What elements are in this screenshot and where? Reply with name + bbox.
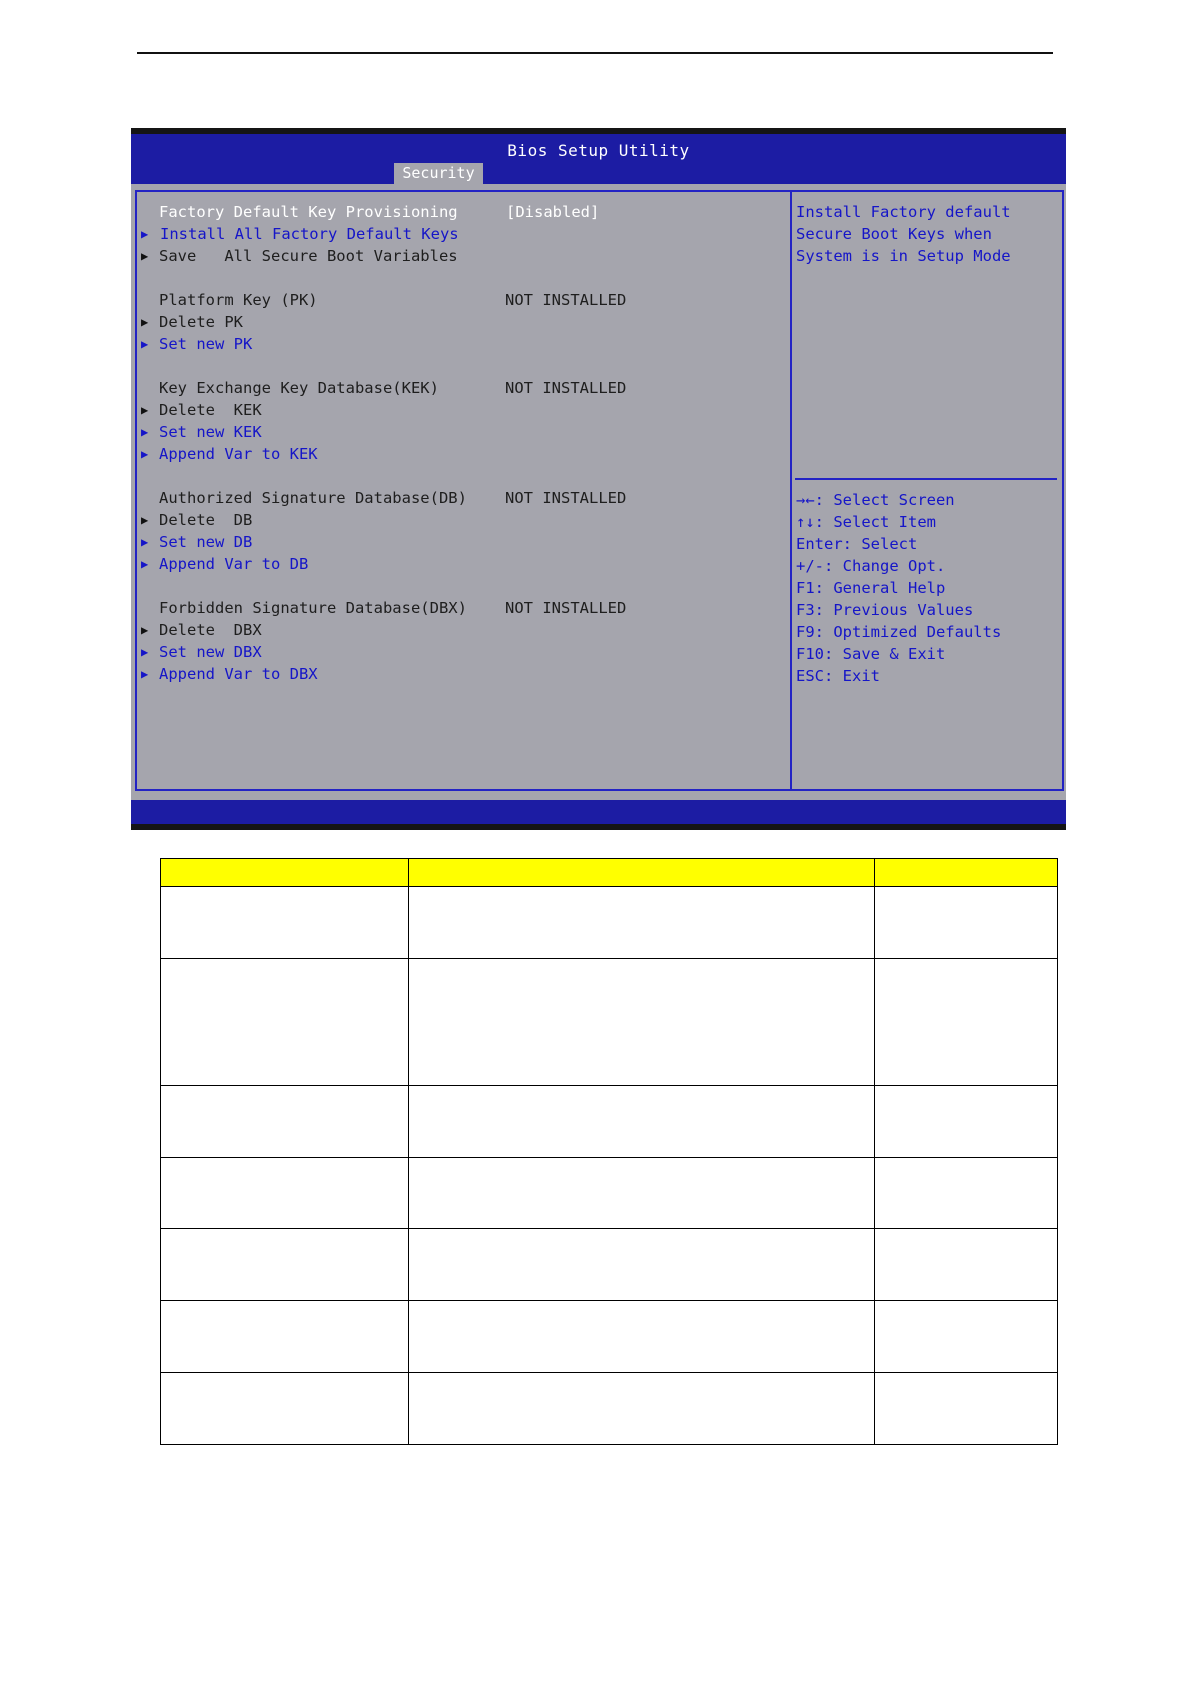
table-cell [161,959,409,1086]
set-new-kek-item[interactable]: Set new KEK [159,423,262,441]
delete-pk-item[interactable]: Delete PK [159,313,243,331]
table-cell [161,1086,409,1158]
table-cell [409,1158,875,1229]
append-var-db-item[interactable]: Append Var to DB [159,555,309,573]
page-top-rule [137,52,1053,54]
table-row [161,1301,1058,1373]
table-cell [875,1373,1058,1445]
delete-dbx-item[interactable]: Delete DBX [159,621,262,639]
table-row [161,1086,1058,1158]
delete-kek-item[interactable]: Delete KEK [159,401,262,419]
key-hint-f3: F3: Previous Values [796,601,974,619]
table-cell [409,1086,875,1158]
table-cell [875,1301,1058,1373]
submenu-arrow-icon: ▶ [141,535,149,549]
table-cell [409,1301,875,1373]
kek-status: NOT INSTALLED [505,379,627,397]
table-cell [161,1301,409,1373]
table-cell [161,1373,409,1445]
factory-default-label[interactable]: Factory Default Key Provisioning [159,203,458,221]
submenu-arrow-icon: ▶ [141,315,149,329]
dbx-status: NOT INSTALLED [505,599,627,617]
table-header-cell [875,859,1058,887]
dbx-label: Forbidden Signature Database(DBX) [159,599,467,617]
table-row [161,1373,1058,1445]
pk-status: NOT INSTALLED [505,291,627,309]
table-cell [875,887,1058,959]
bios-screenshot [131,128,1066,830]
set-new-pk-item[interactable]: Set new PK [159,335,253,353]
table-cell [875,1158,1058,1229]
table-header-row [161,859,1058,887]
submenu-arrow-icon: ▶ [141,337,149,351]
submenu-arrow-icon: ▶ [141,227,149,241]
table-header-cell [409,859,875,887]
table-cell [409,1373,875,1445]
table-row [161,959,1058,1086]
table-cell [875,959,1058,1086]
key-hint-f9: F9: Optimized Defaults [796,623,1002,641]
table-row [161,887,1058,959]
table-cell [409,1229,875,1301]
append-var-dbx-item[interactable]: Append Var to DBX [159,665,318,683]
kek-label: Key Exchange Key Database(KEK) [159,379,439,397]
db-status: NOT INSTALLED [505,489,627,507]
submenu-arrow-icon: ▶ [141,667,149,681]
submenu-arrow-icon: ▶ [141,645,149,659]
table-cell [875,1229,1058,1301]
pk-label: Platform Key (PK) [159,291,318,309]
table-cell [161,1158,409,1229]
table-cell [161,887,409,959]
submenu-arrow-icon: ▶ [141,249,149,263]
help-separator [795,478,1057,480]
submenu-arrow-icon: ▶ [141,447,149,461]
set-new-db-item[interactable]: Set new DB [159,533,253,551]
table-header-cell [161,859,409,887]
key-hint-change: +/-: Change Opt. [796,557,946,575]
table-cell [875,1086,1058,1158]
key-hint-f10: F10: Save & Exit [796,645,946,663]
table-cell [409,887,875,959]
install-all-keys-item[interactable]: Install All Factory Default Keys [160,225,459,243]
db-label: Authorized Signature Database(DB) [159,489,467,507]
save-secure-boot-vars-item[interactable]: Save All Secure Boot Variables [159,247,458,265]
bios-header [131,134,1066,184]
submenu-arrow-icon: ▶ [141,513,149,527]
key-hint-f1: F1: General Help [796,579,946,597]
delete-db-item[interactable]: Delete DB [159,511,253,529]
submenu-arrow-icon: ▶ [141,623,149,637]
submenu-arrow-icon: ▶ [141,425,149,439]
factory-default-value[interactable]: [Disabled] [506,203,600,221]
set-new-dbx-item[interactable]: Set new DBX [159,643,262,661]
table-cell [409,959,875,1086]
description-table [160,858,1058,1445]
table-cell [161,1229,409,1301]
table-row [161,1229,1058,1301]
key-hint-select-screen: →←: Select Screen [796,491,955,509]
submenu-arrow-icon: ▶ [141,557,149,571]
submenu-arrow-icon: ▶ [141,403,149,417]
table-row [161,1158,1058,1229]
key-hint-esc: ESC: Exit [796,667,880,685]
key-hint-enter: Enter: Select [796,535,918,553]
tab-security[interactable]: Security [394,163,483,184]
help-text-line: Install Factory default [796,203,1011,221]
append-var-kek-item[interactable]: Append Var to KEK [159,445,318,463]
help-text-line: System is in Setup Mode [796,247,1011,265]
key-hint-select-item: ↑↓: Select Item [796,513,936,531]
bios-footer [131,800,1066,824]
bios-title: Bios Setup Utility [507,141,690,160]
help-text-line: Secure Boot Keys when [796,225,992,243]
